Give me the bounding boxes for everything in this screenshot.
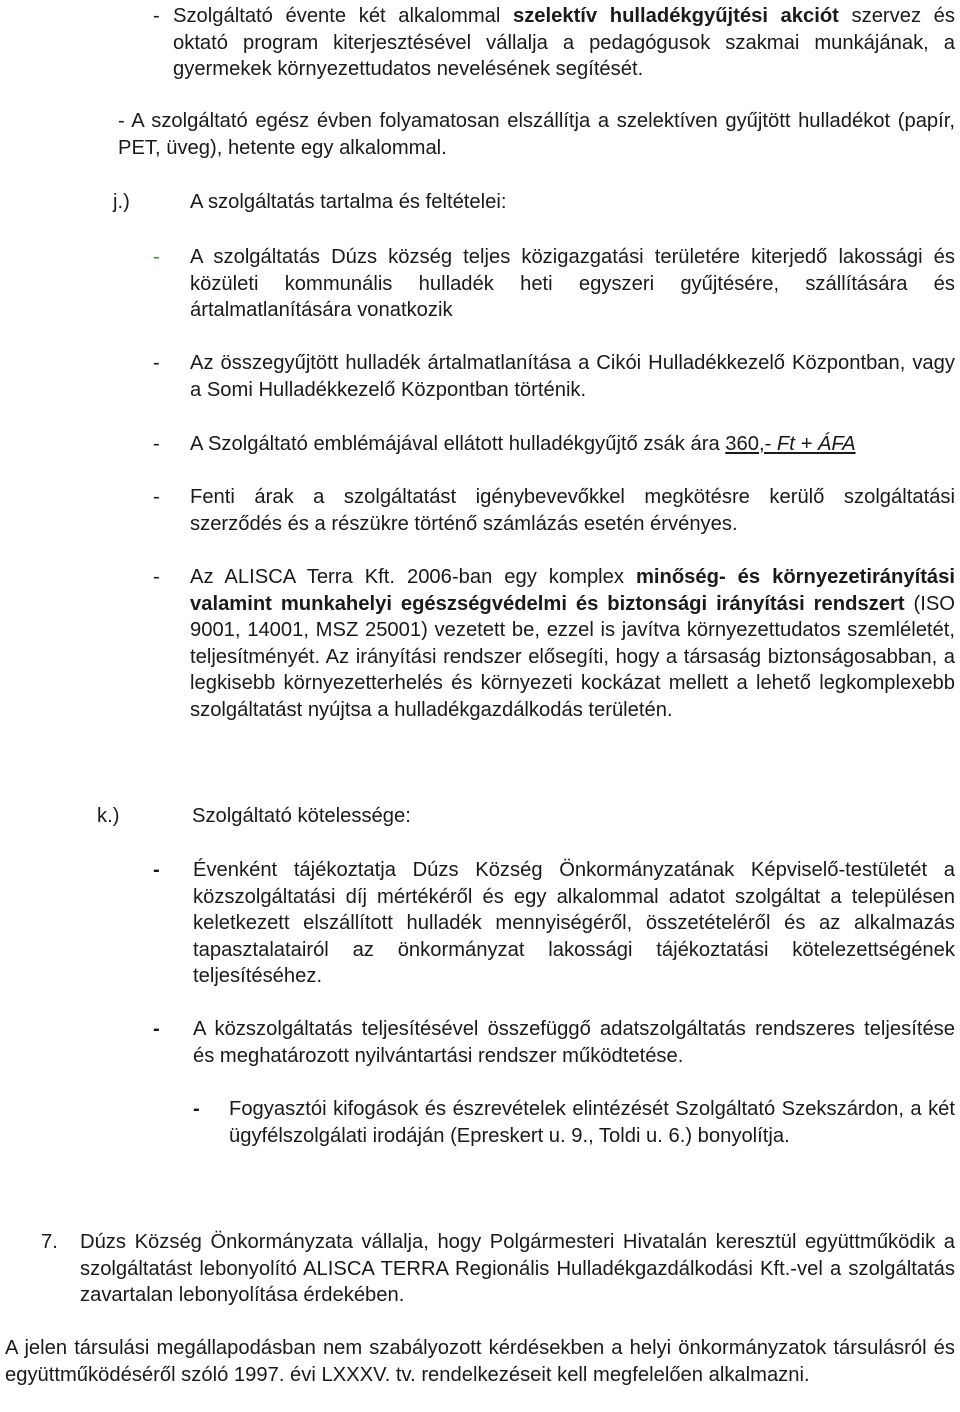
- section-label-j: j.): [113, 191, 130, 213]
- price-vat: Ft + ÁFA: [776, 433, 856, 455]
- bag-price-paragraph: A Szolgáltató emblémájával ellátott hulladékgyűjtő zsák ára 360,- Ft + ÁFA: [190, 433, 856, 455]
- management-system-paragraph: Az ALISCA Terra Kft. 2006-ban egy komplex minőség- és környezetirányítási valamint munkahelyi egészségvédelmi és biztonsági irányítási rendszert (ISO 9001, 14001, MSZ 25001) vezetett be, ezzel is javítva környezettudatos szemléletét, teljesítményét. Az irányítási rendszer elősegíti, hogy a társaság biztonságosabban, a legkisebb környezetterhelés és környezeti kockázat mellett a lehető legkomplexebb szolgáltatást nyújtsa a hulladékgazdálkodás területén.: [190, 566, 955, 721]
- point-7-paragraph: Dúzs Község Önkormányzata vállalja, hogy Polgármesteri Hivatalán keresztül együttműködik a szolgáltatást lebonyolító ALISCA TERRA Regionális Hulladékgazdálkodási Kft.-vel a szolgáltatás zavartalan lebonyolítása érdekében.: [80, 1231, 955, 1306]
- section-title-j: A szolgáltatás tartalma és feltételei:: [190, 191, 507, 213]
- bold-phrase: minőség- és környezetirányítási valamint munkahelyi egészségvédelmi és biztonsági irányítási rendszert: [190, 566, 955, 615]
- list-dash: -: [193, 1098, 200, 1120]
- service-scope-paragraph: A szolgáltatás Dúzs község teljes közigazgatási területére kiterjedő lakossági és közületi kommunális hulladék heti egyszeri gyűjtésére, szállítására és ártalmatlanítására vonatkozik: [190, 246, 955, 321]
- point-number-7: 7.: [41, 1231, 58, 1253]
- bag-price: 360,-: [725, 433, 777, 455]
- disposal-paragraph: Az összegyűjtött hulladék ártalmatlanítása a Cikói Hulladékkezelő Központban, vagy a Somi Hulladékkezelő Központban történik.: [190, 352, 955, 401]
- list-dash: -: [153, 352, 160, 374]
- section-label-k: k.): [97, 805, 120, 827]
- annual-report-paragraph: Évenként tájékoztatja Dúzs Község Önkormányzatának Képviselő-testületét a közszolgáltatási díj mértékéről és egy alkalommal adatot szolgáltat a településen keletkezett elszállított hulladék mennyiségéről, összetételéről és az alkalmazás tapasztalatairól az önkormányzat lakossági tájékoztatási kötelezettségének teljesítéséhez.: [193, 859, 955, 987]
- list-dash: -: [153, 246, 160, 268]
- list-dash: -: [153, 433, 160, 455]
- list-dash: -: [153, 1018, 160, 1040]
- selective-transport-paragraph: - A szolgáltató egész évben folyamatosan elszállítja a szelektíven gyűjtött hulladékot (papír, PET, üveg), hetente egy alkalommal.: [118, 110, 955, 159]
- list-dash: -: [153, 486, 160, 508]
- list-dash: -: [153, 566, 160, 588]
- section-title-k: Szolgáltató kötelessége:: [192, 805, 411, 827]
- bold-phrase: szelektív hulladékgyűjtési akciót: [512, 5, 839, 27]
- selective-collection-paragraph: Szolgáltató évente két alkalommal szelektív hulladékgyűjtési akciót szervez és oktató program kiterjesztésével vállalja a pedagógusok szakmai munkájának, a gyermekek környezettudatos nevelésének segítését.: [173, 5, 955, 80]
- list-dash: -: [153, 5, 160, 27]
- list-dash: -: [153, 859, 160, 881]
- contract-paragraph: Fenti árak a szolgáltatást igénybevevőkkel megkötésre kerülő szolgáltatási szerződés és a részükre történő számlázás esetén érvényes.: [190, 486, 955, 535]
- closing-paragraph: A jelen társulási megállapodásban nem szabályozott kérdésekben a helyi önkormányzatok társulásról és együttműködéséről szóló 1997. évi LXXXV. tv. rendelkezéseit kell megfelelően alkalmazni.: [5, 1337, 955, 1386]
- data-reporting-paragraph: A közszolgáltatás teljesítésével összefüggő adatszolgáltatás rendszeres teljesítése és meghatározott nyilvántartási rendszer működtetése.: [193, 1018, 955, 1067]
- complaints-paragraph: Fogyasztói kifogások és észrevételek elintézését Szolgáltató Szekszárdon, a két ügyfélszolgálati irodáján (Epreskert u. 9., Toldi u. 6.) bonyolítja.: [229, 1098, 955, 1147]
